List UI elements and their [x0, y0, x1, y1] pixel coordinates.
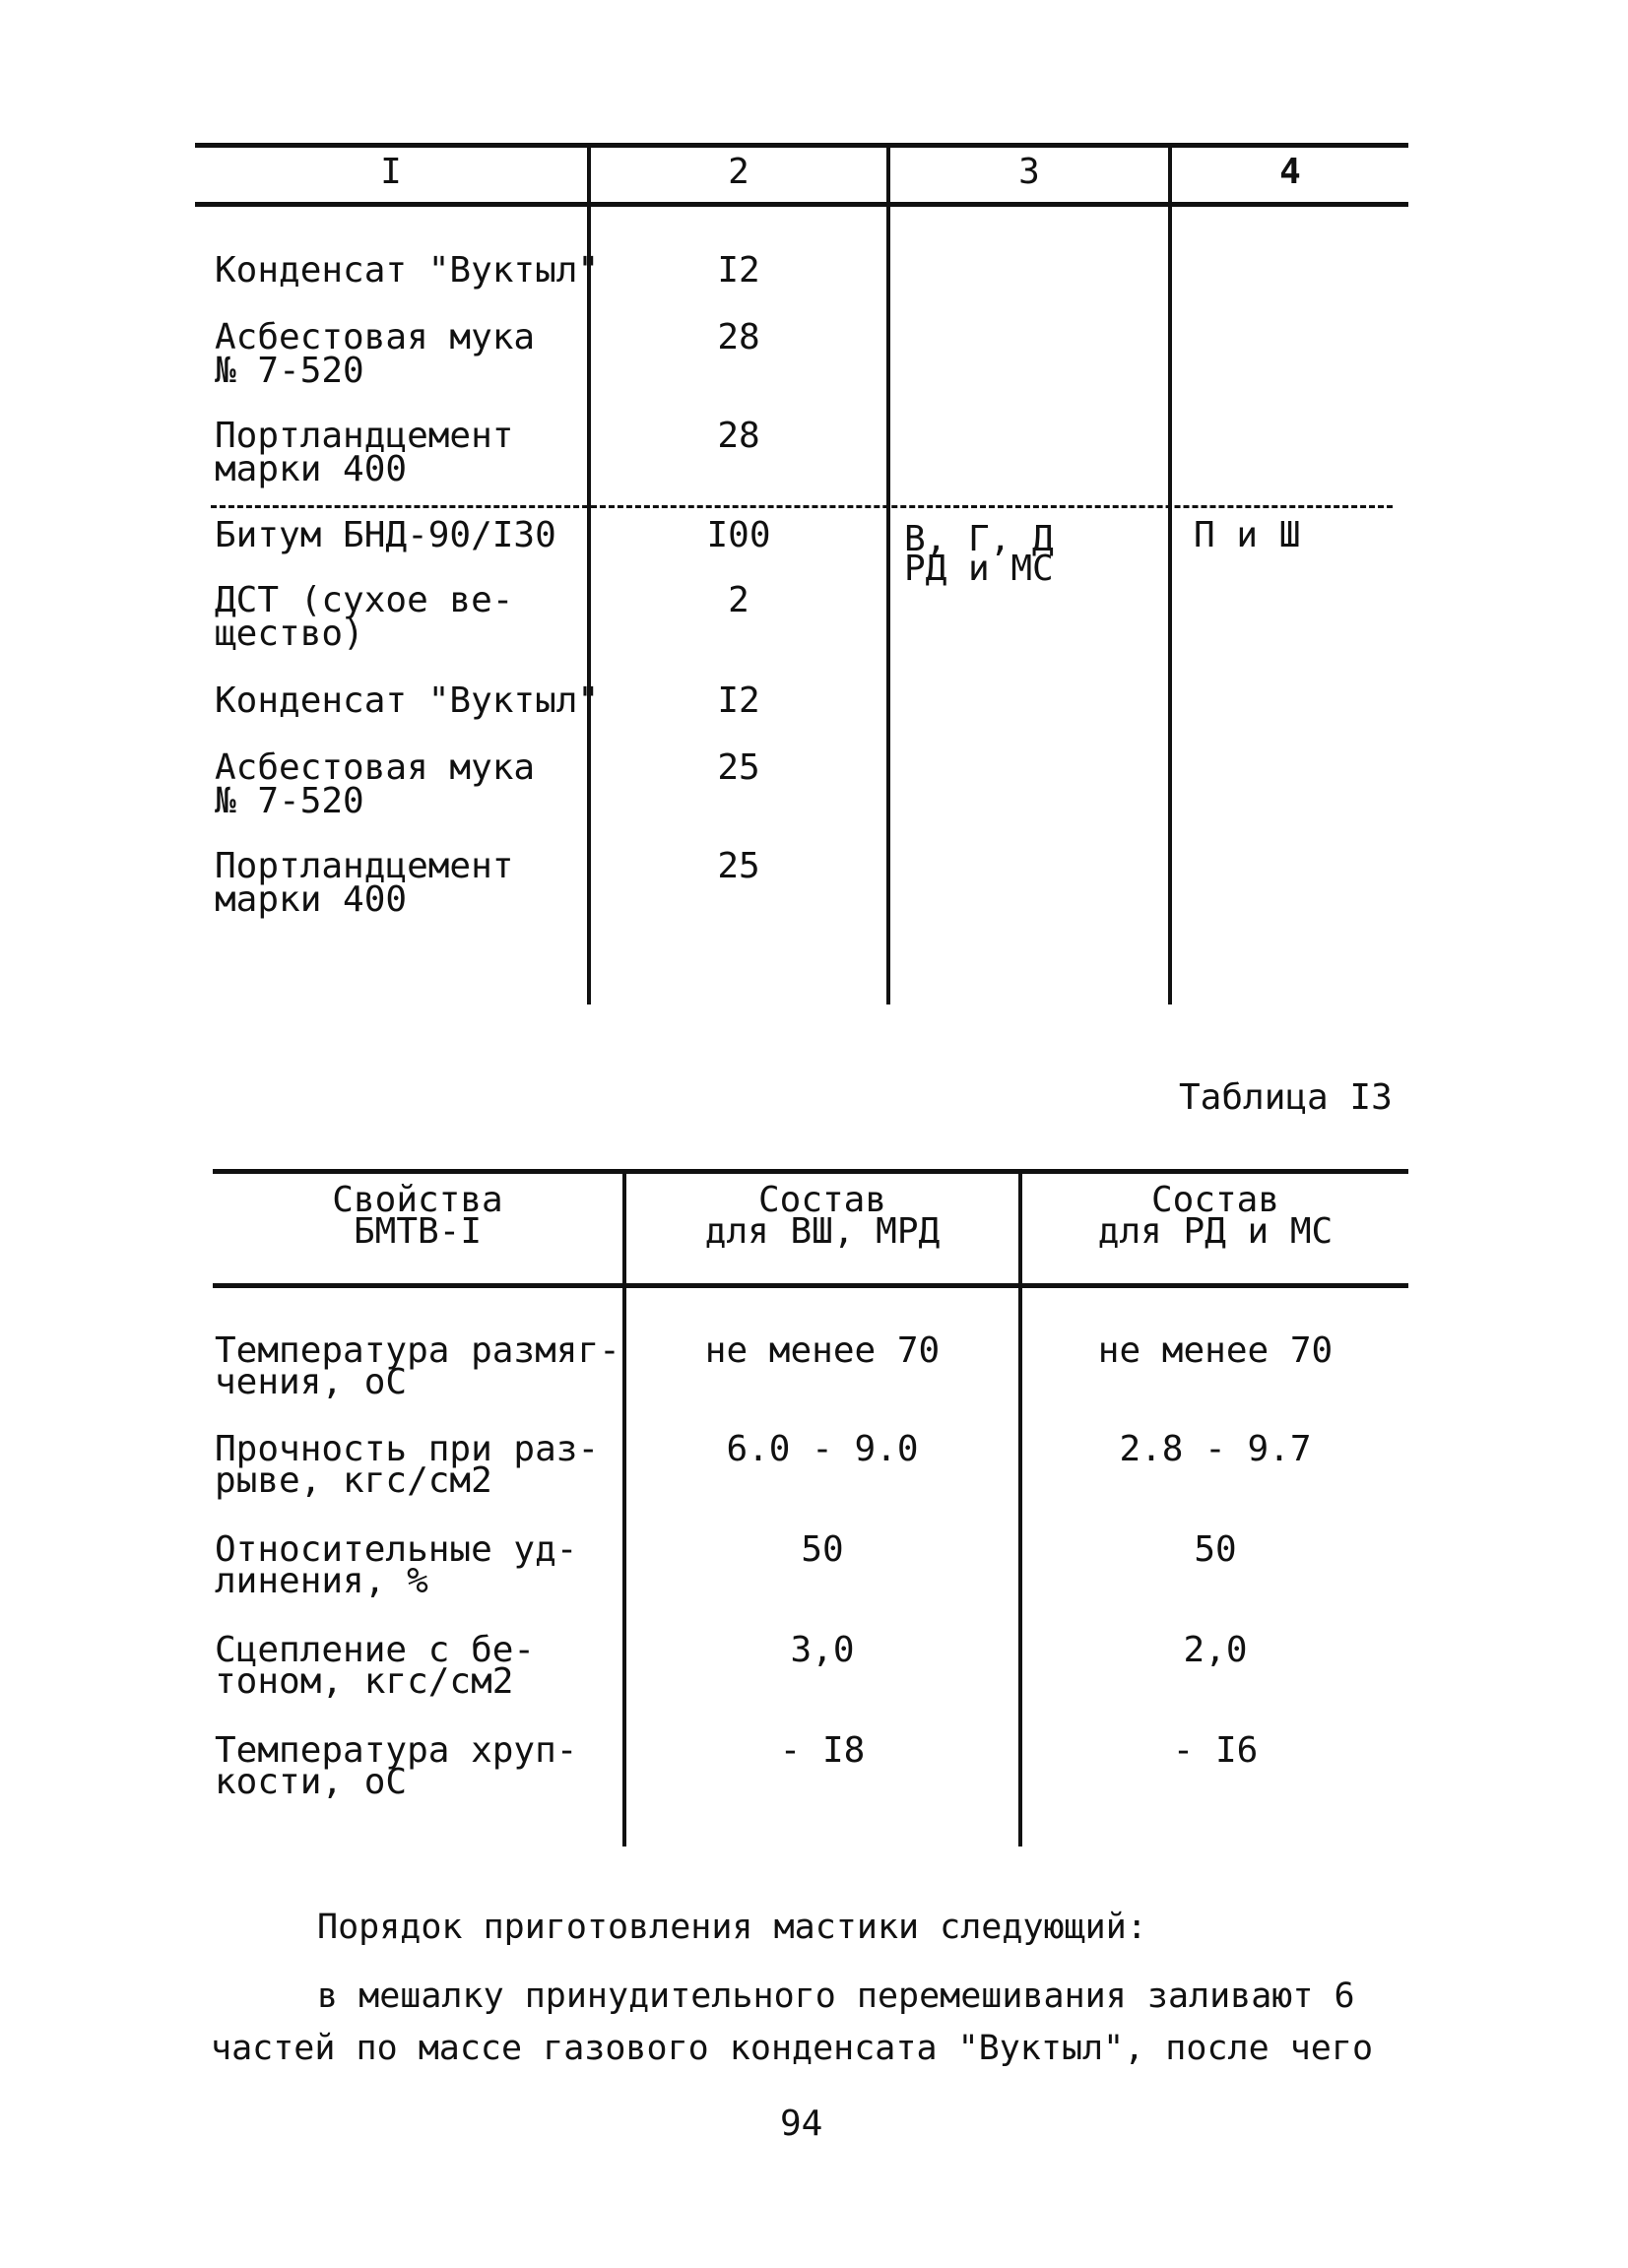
table2-header-composition-2: для РД и МС: [1097, 1211, 1334, 1252]
table1-dashed-separator: [211, 505, 1393, 508]
table2-row-value-2: 50: [1194, 1529, 1237, 1570]
table2-row-property: рыве, кгс/см2: [215, 1460, 492, 1501]
table2-row-value-1: - I8: [779, 1730, 866, 1771]
table1-row-name: марки 400: [215, 879, 408, 920]
table1-row-name: Портландцемент: [215, 846, 514, 886]
table1-row-name: № 7-520: [215, 351, 364, 391]
table1-row-name: Битум БНД-90/I30: [215, 515, 556, 555]
table1-col4-value: П и Ш: [1194, 515, 1301, 555]
table1-header-col3: 3: [1018, 152, 1040, 192]
table2-header-properties: БМТВ-I: [353, 1211, 483, 1252]
table2-row-property: Прочность при раз-: [215, 1429, 600, 1469]
table2-row-property: Сцепление с бе-: [215, 1630, 536, 1670]
page-number: 94: [780, 2104, 823, 2144]
table2-header-composition-1: Состав: [757, 1180, 887, 1220]
table1-vline-3: [1168, 143, 1172, 1004]
table2-header-composition-2: Состав: [1150, 1180, 1280, 1220]
table1-row-value: I2: [717, 680, 760, 721]
table1-row-name: Конденсат "Вуктыл": [215, 680, 600, 721]
table2-row-value-2: - I6: [1172, 1730, 1259, 1771]
table1-header-col1: I: [380, 152, 402, 192]
table2-row-property: чения, оС: [215, 1362, 408, 1402]
table1-row-name: № 7-520: [215, 781, 364, 821]
table1-row-name: Асбестовая мука: [215, 317, 536, 357]
table2-row-property: Относительные уд-: [215, 1529, 578, 1570]
table2-row-value-1: 6.0 - 9.0: [726, 1429, 919, 1469]
table1-row-value: 28: [717, 317, 760, 357]
paragraph-line: частей по массе газового конденсата "Вуктыл", после чего: [211, 2029, 1374, 2068]
table2-row-value-2: 2,0: [1183, 1630, 1248, 1670]
table1-row-value: I00: [706, 515, 771, 555]
table1-row-value: 2: [728, 580, 749, 620]
paragraph-line: Порядок приготовления мастики следующий:: [317, 1908, 1147, 1947]
table2-row-property: линения, %: [215, 1561, 428, 1601]
table1-col3-line1: В, Г, Д: [904, 519, 1054, 559]
table1-row-name: ДСТ (сухое ве-: [215, 580, 514, 620]
table1-header-rule: [195, 202, 1408, 207]
table1-row-name: щество): [215, 614, 364, 654]
table1-row-name: Асбестовая мука: [215, 747, 536, 788]
table1-header-col4: 4: [1279, 152, 1301, 192]
table2-header-composition-1: для ВШ, МРД: [704, 1211, 941, 1252]
table1-row-value: 25: [717, 846, 760, 886]
table2-row-value-2: не менее 70: [1097, 1330, 1334, 1371]
table2-row-property: Температура хруп-: [215, 1730, 578, 1771]
table2-row-property: тоном, кгс/см2: [215, 1661, 514, 1702]
table2-row-value-2: 2.8 - 9.7: [1119, 1429, 1312, 1469]
table2-row-value-1: не менее 70: [704, 1330, 941, 1371]
table2-top-rule: [213, 1169, 1408, 1174]
table1-row-value: I2: [717, 250, 760, 291]
table2-row-value-1: 50: [801, 1529, 844, 1570]
table1-col3-line2: РД и МС: [904, 549, 1054, 589]
table2-header-rule: [213, 1283, 1408, 1288]
table1-header-col2: 2: [728, 152, 749, 192]
table1-top-rule: [195, 143, 1408, 148]
table1-row-name: марки 400: [215, 449, 408, 489]
table1-row-name: Конденсат "Вуктыл": [215, 250, 600, 291]
paragraph-line: в мешалку принудительного перемешивания заливают 6: [317, 1976, 1355, 2016]
table2-row-property: Температура размяг-: [215, 1330, 620, 1371]
table2-row-value-1: 3,0: [790, 1630, 855, 1670]
table1-row-value: 28: [717, 416, 760, 456]
table2-header-properties: Свойства: [332, 1180, 503, 1220]
table2-caption: Таблица I3: [1179, 1077, 1393, 1118]
table2-row-property: кости, оС: [215, 1762, 408, 1802]
table1-vline-2: [886, 143, 890, 1004]
table1-row-value: 25: [717, 747, 760, 788]
table1-row-name: Портландцемент: [215, 416, 514, 456]
